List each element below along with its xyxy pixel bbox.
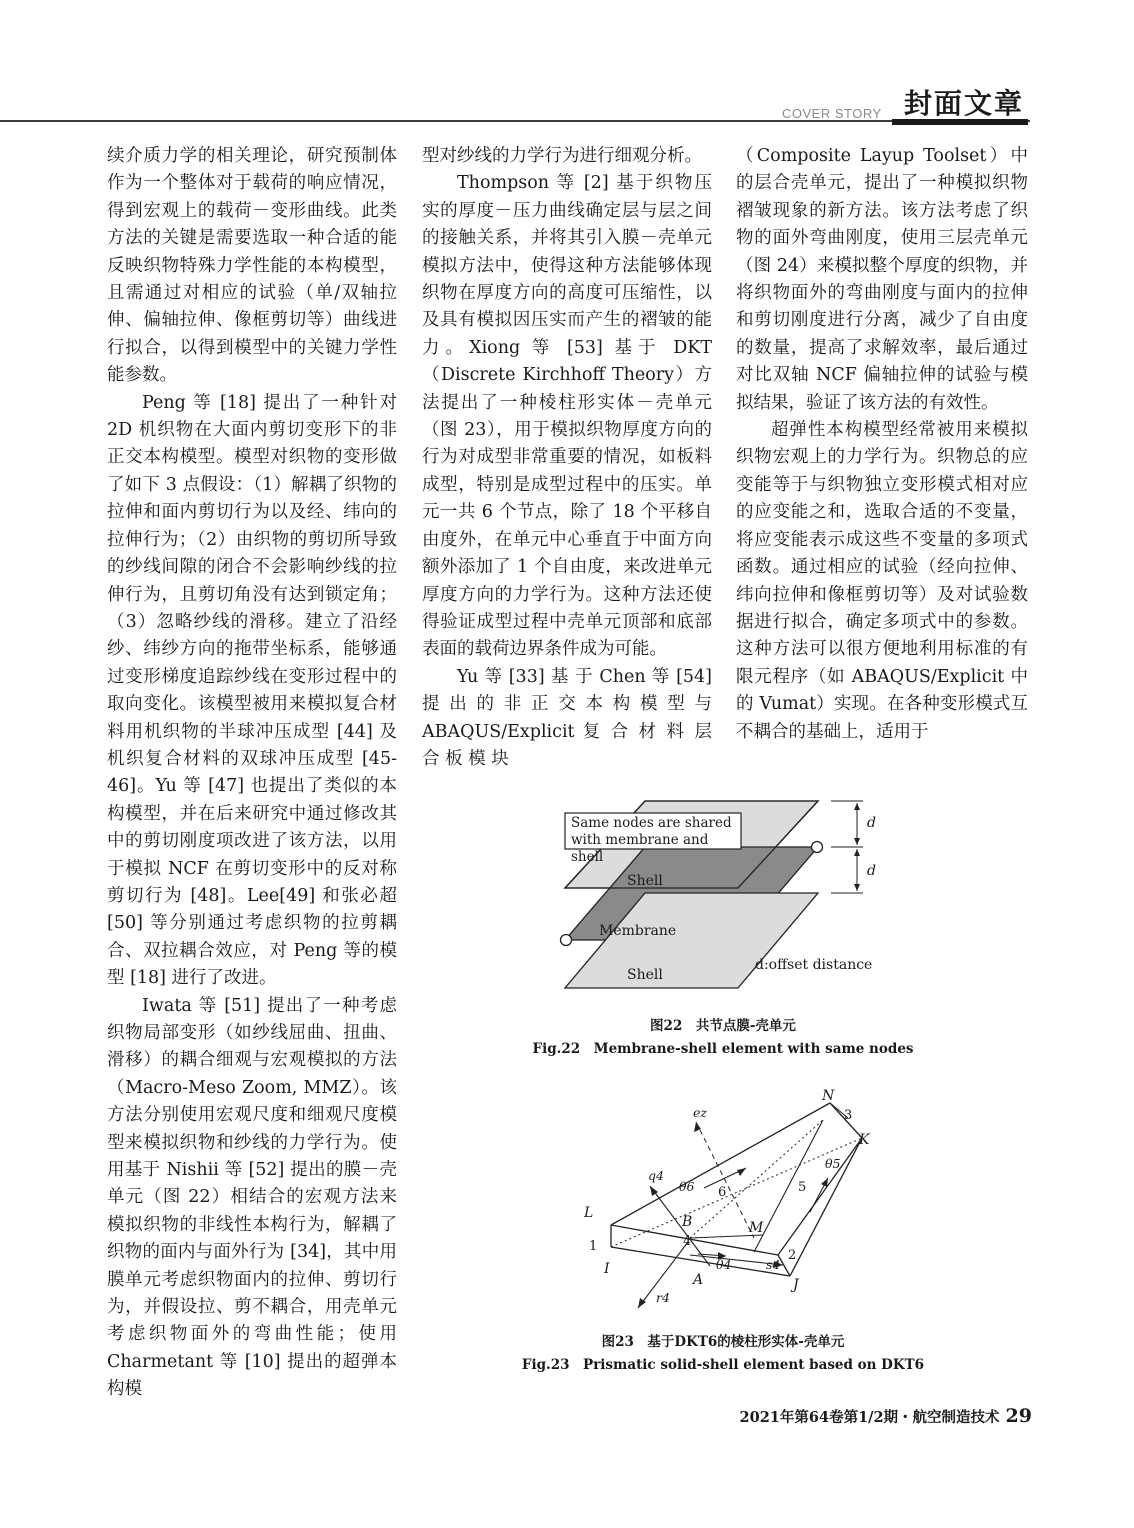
theta5-label: θ5 bbox=[825, 1156, 841, 1171]
section-label-en: COVER STORY bbox=[782, 106, 882, 121]
shared-node-left bbox=[561, 935, 572, 946]
s4-label: s4 bbox=[766, 1257, 781, 1272]
vertex-label-K: K bbox=[859, 1132, 870, 1148]
fig23-caption-en: Fig.23 Prismatic solid-shell element based on DKT6 bbox=[521, 1357, 925, 1373]
page-footer bbox=[720, 1405, 1032, 1427]
node-label-3: 3 bbox=[844, 1108, 853, 1123]
paragraph: 超弹性本构模型经常被用来模拟织物宏观上的力学行为。织物总的应变能等于与织物独立变形模式相对应的应变能之和，选取合适的不变量，将应变能表示成这些不变量的多项式函数。通过相应的试验（经向拉伸、纬向拉伸和像框剪切等）及对试验数据进行拟合，确定多项式中的参数。这种方法可以很方便地利用标准的有限元程序（如 ABAQUS/Explicit 中的 Vumat）实现。在各种变形模式互不耦合的基础上，适用于 bbox=[736, 420, 1028, 742]
paragraph: Thompson 等 [2] 基于织物压实的厚度－压力曲线确定层与层之间的接触关系，并将其引入膜－壳单元模拟方法中，使得这种方法能够体现织物在厚度方向的高度可压缩性，以及具有模拟因压实而产生的褶皱的能力。Xiong 等 [53] 基于 DKT（Discrete Kirchhoff Theory）方法提出了一种棱柱形实体－壳单元（图 23），用于模拟织物厚度方向的行为对成型非常重要的情况，如板料成型，特别是成型过程中的压实。单元一共 6 个节点，除了 18 个平移自由度外，在单元中心垂直于中面方向额外添加了 1 个自由度，来改进单元厚度方向的力学行为。这种方法还使得验证成型过程中壳单元顶部和底部表面的载荷边界条件成为可能。 bbox=[422, 173, 712, 660]
vertex-label-I: I bbox=[604, 1261, 610, 1277]
node-label-1: 1 bbox=[589, 1239, 598, 1254]
vertex-label-A: A bbox=[693, 1272, 704, 1288]
vertex-label-L: L bbox=[584, 1205, 594, 1221]
shell-label-bottom: Shell bbox=[627, 967, 663, 983]
node-label-4: 4 bbox=[683, 1234, 692, 1249]
node-label-2: 2 bbox=[788, 1248, 797, 1263]
dimension-d-upper: d bbox=[867, 815, 876, 831]
page-number: 29 bbox=[1005, 1405, 1032, 1427]
vertex-label-J: J bbox=[793, 1277, 799, 1293]
shared-node-right bbox=[812, 842, 823, 853]
ez-label: ez bbox=[693, 1105, 707, 1120]
section-label-cn: 封面文章 bbox=[904, 87, 1025, 120]
theta4-label: θ4 bbox=[716, 1257, 732, 1272]
text-column-2 bbox=[422, 143, 712, 773]
offset-distance-label: d:offset distance bbox=[755, 957, 873, 973]
figure-23 bbox=[578, 1090, 868, 1320]
paragraph: Iwata 等 [51] 提出了一种考虑织物局部变形（如纱线屈曲、扭曲、滑移）的耦合细观与宏观模拟的方法（Macro-Meso Zoom, MMZ）。该方法分别使用宏观尺度和细观尺度模型来模拟织物和纱线的力学行为。使用基于 Nishii 等 [52] 提出的膜－壳单元（图 22）相结合的宏观方法来模拟织物的非线性本构行为，解耦了织物的面内与面外行为 [34]，其中用膜单元考虑织物面内的拉伸、剪切行为，并假设拉、剪不耦合，用壳单元考虑织物面外的弯曲性能；使用 Charmetant 等 [10] 提出的超弹本构模 bbox=[107, 995, 397, 1400]
theta6-label: θ6 bbox=[679, 1179, 695, 1194]
membrane-label: Membrane bbox=[599, 923, 677, 939]
paragraph: （Composite Layup Toolset）中的层合壳单元，提出了一种模拟织物褶皱现象的新方法。该方法考虑了织物的面外弯曲刚度，使用三层壳单元（图 24）来模拟整个厚度的织物，并将织物面外的弯曲刚度与面内的拉伸和剪切刚度进行分离，减少了自由度的数量，提高了求解效率，最后通过对比双轴 NCF 偏轴拉伸的试验与模拟结果，验证了该方法的有效性。 bbox=[736, 146, 1028, 413]
shared-nodes-note: Same nodes are shared with membrane and shell bbox=[571, 815, 732, 865]
paragraph: 型对纱线的力学行为进行细观分析。 bbox=[422, 146, 702, 166]
dimension-d-lower: d bbox=[867, 863, 876, 879]
fig22-caption-cn: 图22 共节点膜-壳单元 bbox=[650, 1018, 796, 1034]
fig23-caption-cn: 图23 基于DKT6的棱柱形实体-壳单元 bbox=[601, 1334, 845, 1350]
node-label-6: 6 bbox=[718, 1185, 727, 1200]
journal-issue: 2021年第64卷第1/2期・航空制造技术 bbox=[739, 1409, 1000, 1426]
paragraph: Peng 等 [18] 提出了一种针对 2D 机织物在大面内剪切变形下的非正交本构模型。模型对织物的变形做了如下 3 点假设：（1）解耦了织物的拉伸和面内剪切行为以及经、纬向的拉伸行为；（2）由织物的剪切所导致的纱线间隙的闭合不会影响纱线的拉伸行为，且剪切角没有达到锁定角；（3）忽略纱线的滑移。建立了沿经纱、纬纱方向的拖带坐标系，能够通过变形梯度追踪纱线在变形过程中的取向变化。该模型被用来模拟复合材料用机织物的半球冲压成型 [44] 及机织复合材料的双球冲压成型 [45-46]。Yu 等 [47] 也提出了类似的本构模型，并在后来研究中通过修改其中的剪切刚度项改进了该方法，以用于模拟 NCF 在剪切变形中的反对称剪切行为 [48]。Lee[49] 和张必超 [50] 等分别通过考虑织物的拉剪耦合、双拉耦合效应，对 Peng 等的模型 [18] 进行了改进。 bbox=[107, 392, 397, 989]
vertex-label-B: B bbox=[682, 1214, 693, 1230]
r4-label: r4 bbox=[656, 1290, 670, 1305]
figure-22 bbox=[555, 795, 875, 995]
shell-label-top: Shell bbox=[627, 873, 663, 889]
vertex-label-M: M bbox=[749, 1220, 764, 1236]
node-label-5: 5 bbox=[798, 1180, 807, 1195]
text-column-3 bbox=[736, 143, 1028, 746]
text-column-1 bbox=[107, 143, 397, 1404]
fig22-caption-en: Fig.22 Membrane-shell element with same nodes bbox=[532, 1041, 914, 1057]
q4-label: q4 bbox=[648, 1168, 664, 1183]
vertex-label-N: N bbox=[822, 1088, 835, 1104]
paragraph: 续介质力学的相关理论，研究预制体作为一个整体对于载荷的响应情况，得到宏观上的载荷－变形曲线。此类方法的关键是需要选取一种合适的能反映织物特殊力学性能的本构模型，且需通过对相应的试验（单/双轴拉伸、偏轴拉伸、像框剪切等）曲线进行拟合，以得到模型中的关键力学性能参数。 bbox=[107, 146, 397, 386]
paragraph: Yu 等 [33] 基 于 Chen 等 [54] 提出的非正交本构模型与 ABAQUS/Explicit 复 合 材 料 层 合 板 模 块 bbox=[422, 666, 712, 769]
